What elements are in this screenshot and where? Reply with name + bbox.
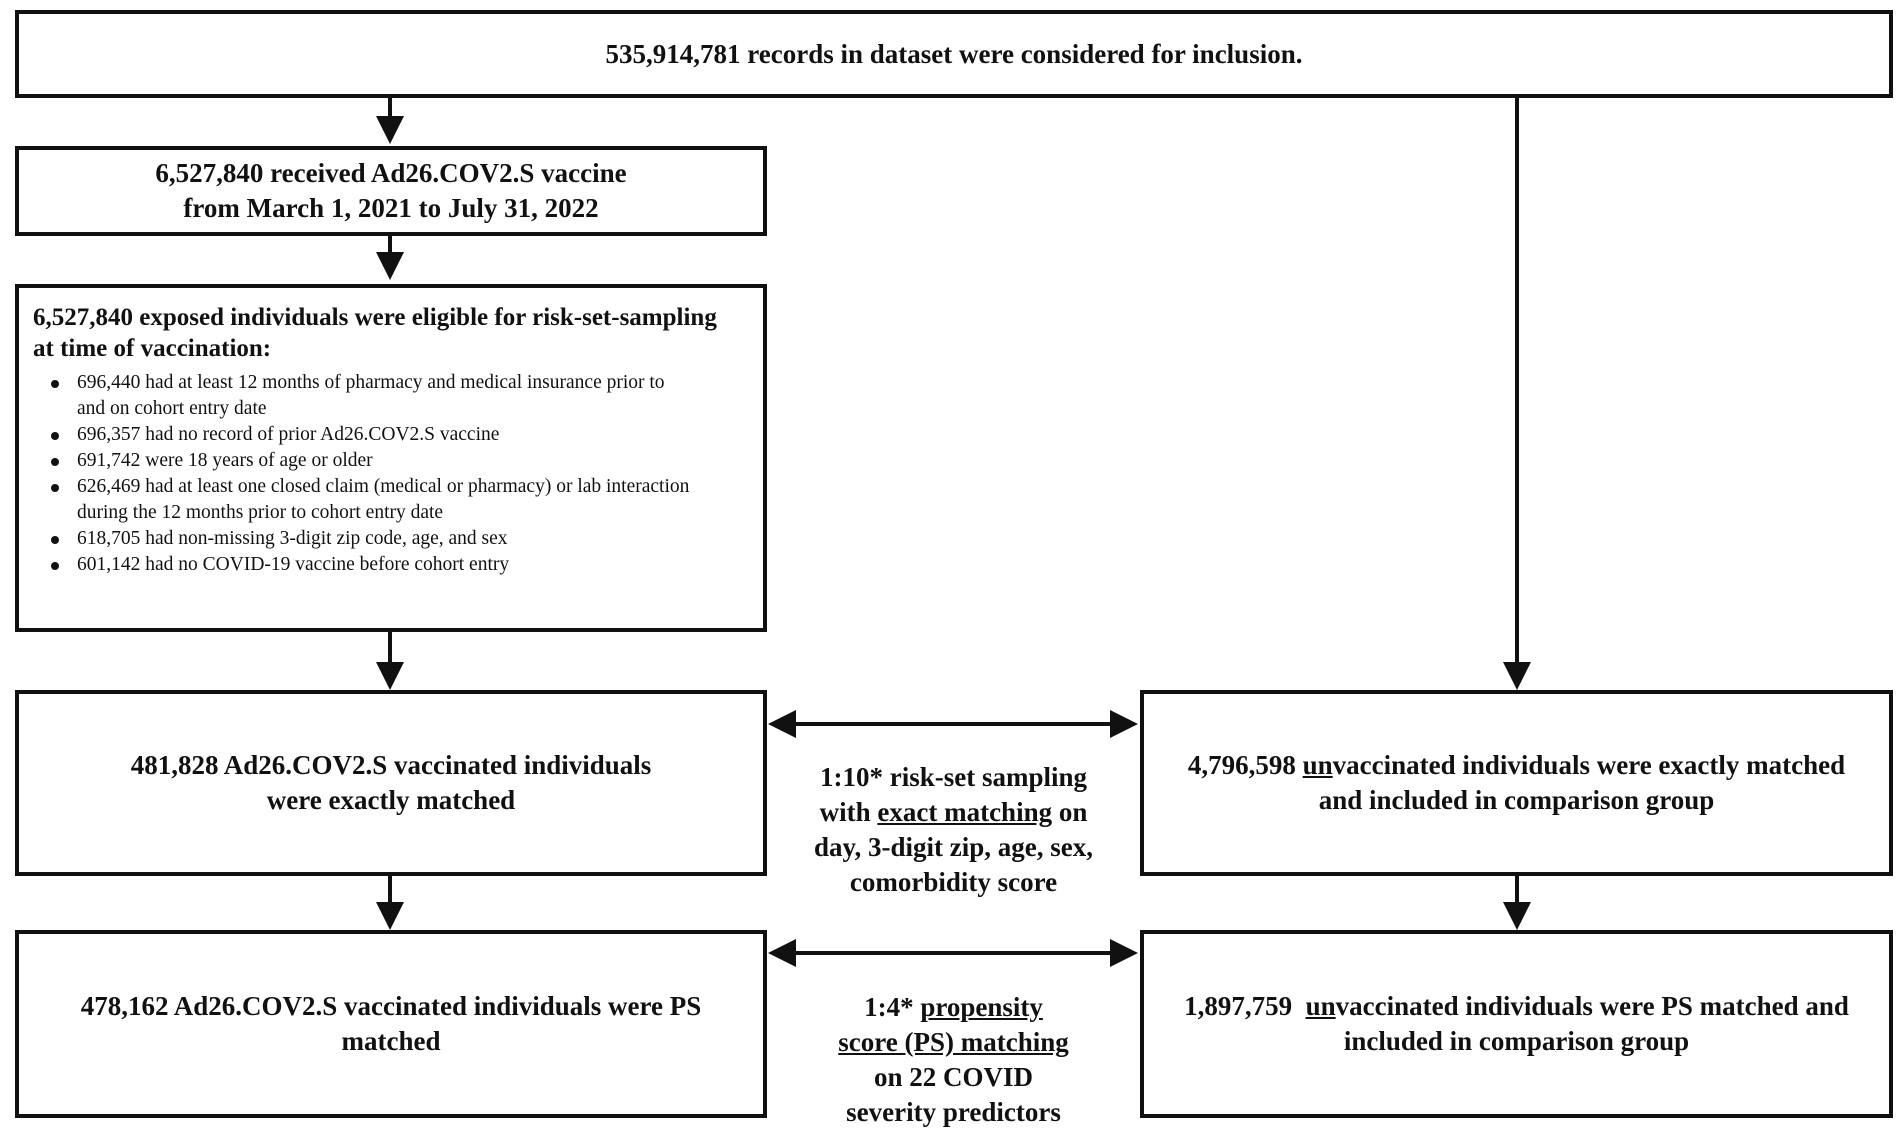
exact-vaccinated-line-1: 481,828 Ad26.COV2.S vaccinated individuals	[130, 750, 652, 780]
bullet-icon	[51, 562, 59, 570]
ps-matched-unvaccinated-box	[1140, 930, 1893, 1118]
exact-unvaccinated-line-1: 4,796,598 unvaccinated individuals were exactly matched	[1187, 750, 1846, 780]
arrowhead-ps-left	[768, 939, 796, 967]
eligible-criteria-box	[15, 284, 767, 632]
eligible-heading-line-1: 6,527,840 exposed individuals were eligible for risk-set-sampling	[33, 304, 717, 331]
arrowhead-received-to-eligible	[376, 252, 404, 280]
criteria-item: 696,357 had no record of prior Ad26.COV2.S vaccine	[33, 422, 753, 448]
received-line-1: 6,527,840 received Ad26.COV2.S vaccine	[155, 158, 627, 188]
bullet-icon	[51, 380, 59, 388]
criteria-item: 696,440 had at least 12 months of pharmacy and medical insurance prior to and on cohort entry date	[33, 370, 753, 422]
arrowhead-exact-right	[1110, 710, 1138, 738]
exact-matched-unvaccinated-box	[1140, 690, 1893, 876]
arrowhead-exact-to-ps-right	[1503, 902, 1531, 930]
ps-unvaccinated-line-1: 1,897,759 unvaccinated individuals were PS matched and	[1184, 991, 1849, 1021]
bullet-icon	[51, 484, 59, 492]
eligible-heading-line-2: at time of vaccination:	[33, 335, 272, 362]
arrowhead-ps-right	[1110, 939, 1138, 967]
criteria-item: 691,742 were 18 years of age or older	[33, 448, 753, 474]
exact-matching-label: 1:10* risk-set sampling with exact matching on day, 3-digit zip, age, sex, comorbidity score	[813, 762, 1093, 897]
ps-vaccinated-line-2: matched	[341, 1026, 441, 1056]
arrowhead-top-to-received	[376, 116, 404, 144]
arrowhead-top-to-unvaccinated	[1503, 662, 1531, 690]
exact-matched-vaccinated-box	[15, 690, 767, 876]
exact-vaccinated-line-2: were exactly matched	[266, 785, 516, 815]
eligible-heading	[33, 302, 753, 364]
received-line-2: from March 1, 2021 to July 31, 2022	[183, 193, 599, 223]
arrowhead-eligible-to-exact	[376, 662, 404, 690]
exact-unvaccinated-line-2: and included in comparison group	[1318, 785, 1715, 815]
criteria-item: 601,142 had no COVID-19 vaccine before cohort entry	[33, 552, 753, 578]
arrowhead-exact-to-ps-left	[376, 902, 404, 930]
criteria-list	[33, 370, 753, 578]
ps-matching-label: 1:4* propensity score (PS) matching on 22 COVID severity predictors	[838, 992, 1069, 1127]
received-vaccine-box	[15, 146, 767, 236]
criteria-item: 618,705 had non-missing 3-digit zip code, age, and sex	[33, 526, 753, 552]
records-text: 535,914,781 records in dataset were considered for inclusion.	[605, 38, 1303, 69]
records-box	[15, 10, 1893, 98]
bullet-icon	[51, 458, 59, 466]
bullet-icon	[51, 536, 59, 544]
criteria-item: 626,469 had at least one closed claim (medical or pharmacy) or lab interaction during the 12 months prior to cohort entry date	[33, 474, 753, 526]
ps-unvaccinated-line-2: included in comparison group	[1343, 1026, 1690, 1056]
ps-vaccinated-line-1: 478,162 Ad26.COV2.S vaccinated individuals were PS	[80, 991, 702, 1021]
arrowhead-exact-left	[768, 710, 796, 738]
bullet-icon	[51, 432, 59, 440]
ps-matched-vaccinated-box	[15, 930, 767, 1118]
